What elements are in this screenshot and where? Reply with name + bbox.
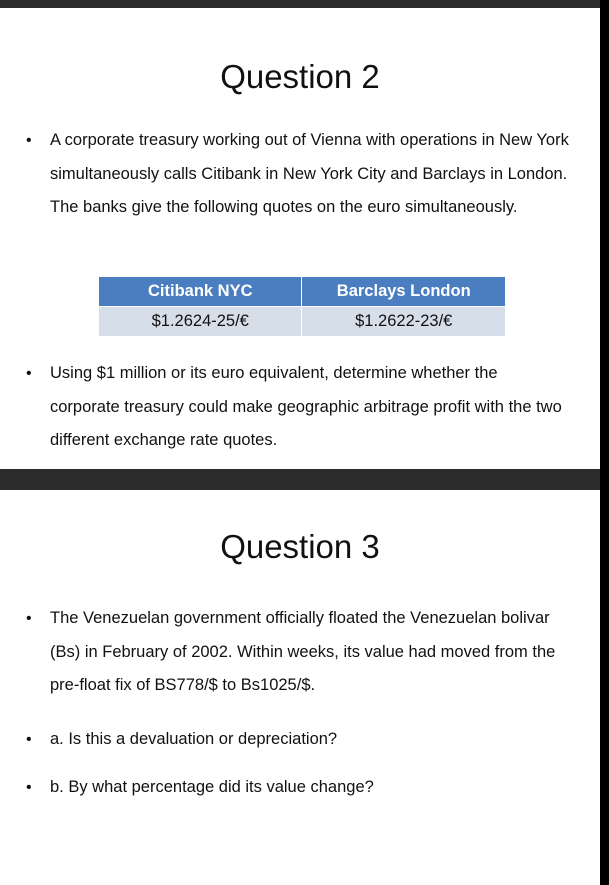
- question-3-bullet-2-text: a. Is this a devaluation or depreciation?: [50, 730, 338, 748]
- bullet-dot: •: [26, 132, 32, 149]
- question-2-title: Question 2: [220, 58, 380, 95]
- bank-quotes-table: [98, 276, 506, 337]
- question-3-bullet-3-text: b. By what percentage did its value change?: [50, 778, 374, 796]
- question-3-bullet-1: [26, 602, 571, 703]
- question-2-bullet-2-text: Using $1 million or its euro equivalent, determine whether the corporate treasury could make geographic arbitrage profit with the two different exchange rate quotes.: [50, 364, 562, 449]
- question-3-bullet-3: [26, 771, 571, 805]
- question-2-bullet-2: [26, 357, 571, 458]
- question-3-bullet-1-text: The Venezuelan government officially floated the Venezuelan bolivar (Bs) in February of 2002. Within weeks, its value had moved from the pre-float fix of BS778/$ to Bs1025/$.: [50, 609, 556, 694]
- slide-question-2: [0, 8, 600, 469]
- header-barclays: Barclays London: [302, 277, 506, 307]
- slide-question-3: [0, 490, 600, 885]
- table-header-row: [99, 277, 506, 307]
- question-2-bullet-1: [26, 124, 571, 225]
- right-edge-bar: [600, 0, 609, 885]
- question-2-bullet-1-text: A corporate treasury working out of Vienna with operations in New York simultaneously calls Citibank in New York City and Barclays in London. The banks give the following quotes on the euro simultaneously.: [50, 131, 569, 216]
- quote-barclays: $1.2622-23/€: [302, 307, 506, 337]
- question-3-bullet-2: [26, 723, 571, 757]
- question-3-title: Question 3: [220, 528, 380, 565]
- bullet-dot: •: [26, 779, 32, 796]
- quote-citibank: $1.2624-25/€: [99, 307, 302, 337]
- bullet-dot: •: [26, 731, 32, 748]
- bullet-dot: •: [26, 365, 32, 382]
- bullet-dot: •: [26, 610, 32, 627]
- header-citibank: Citibank NYC: [99, 277, 302, 307]
- top-dark-bar: [0, 0, 609, 8]
- table-row: [99, 307, 506, 337]
